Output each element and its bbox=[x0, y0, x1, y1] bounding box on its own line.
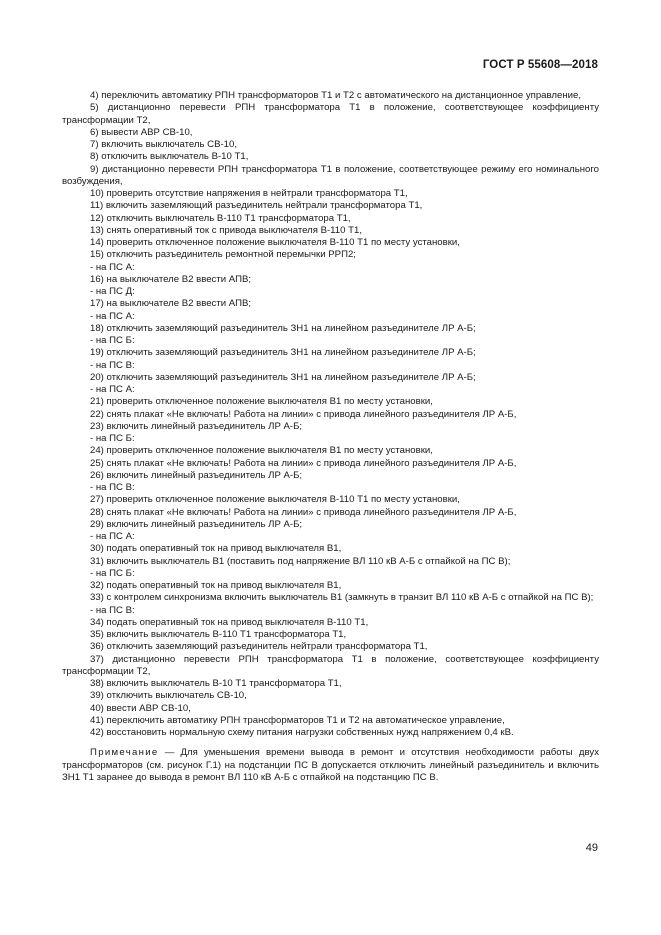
procedure-step: 26) включить линейный разъединитель ЛР А-Б; bbox=[90, 469, 303, 481]
procedure-step: 9) дистанционно перевести РПН трансформатора Т1 в положение, соответствующее режиму его номинального возбуждения, bbox=[62, 163, 599, 187]
procedure-step: 16) на выключателе В2 ввести АПВ; bbox=[90, 273, 252, 285]
procedure-step: - на ПС В: bbox=[90, 482, 135, 493]
procedure-step: 24) проверить отключенное положение выключателя В1 по месту установки, bbox=[90, 445, 433, 457]
procedure-step: 5) дистанционно перевести РПН трансформатора Т1 в положение, соответствующее коэффициенту трансформации Т2, bbox=[62, 102, 599, 126]
procedure-step: - на ПС А: bbox=[90, 310, 135, 322]
procedure-step: 37) дистанционно перевести РПН трансформатора Т1 в положение, соответствующее коэффициенту трансформации Т2, bbox=[62, 653, 599, 677]
procedure-step: 40) ввести АВР СВ-10, bbox=[90, 702, 191, 714]
procedure-step: 35) включить выключатель В-110 Т1 трансформатора Т1, bbox=[90, 629, 347, 640]
document-body bbox=[62, 90, 599, 784]
procedure-step: 27) проверить отключенное положение выключателя В-110 Т1 по месту установки, bbox=[90, 494, 460, 506]
procedure-step: - на ПС Б: bbox=[90, 567, 135, 579]
procedure-step: 20) отключить заземляющий разъединитель ЗН1 на линейном разъединителе ЛР А-Б; bbox=[90, 371, 476, 383]
procedure-step: 39) отключить выключатель СВ-10, bbox=[90, 690, 247, 702]
procedure-step: 21) проверить отключенное положение выключателя В1 по месту установки, bbox=[90, 396, 433, 408]
procedure-step: 10) проверить отсутствие напряжения в нейтрали трансформатора Т1, bbox=[90, 188, 408, 199]
note-text: — Для уменьшения времени вывода в ремонт и отсутствия необходимости работы двух трансформаторов (см. рисунок Г.1) на подстанции ПС В допускается отключить линейный разъединитель и включить ЗН1 Т1 заранее до вывода в ремонт ВЛ 110 кВ А-Б с отпайкой на подстанцию ПС В. bbox=[62, 747, 599, 783]
procedure-step: - на ПС В: bbox=[90, 359, 135, 371]
procedure-step: 38) включить выключатель В-10 Т1 трансформатора Т1, bbox=[90, 678, 342, 689]
note-label: Примечание bbox=[90, 747, 159, 759]
procedure-step: 31) включить выключатель В1 (поставить под напряжение ВЛ 110 кВ А-Б с отпайкой на ПС В); bbox=[90, 555, 511, 567]
procedure-step: 13) снять оперативный ток с привода выключателя В-110 Т1, bbox=[90, 224, 363, 236]
procedure-step: 23) включить линейный разъединитель ЛР А-Б; bbox=[90, 420, 303, 432]
procedure-list bbox=[62, 90, 599, 739]
procedure-step: 41) переключить автоматику РПН трансформаторов Т1 и Т2 на автоматическое управление, bbox=[90, 714, 505, 726]
procedure-step: 11) включить заземляющий разъединитель нейтрали трансформатора Т1, bbox=[90, 200, 423, 212]
procedure-step: 18) отключить заземляющий разъединитель ЗН1 на линейном разъединителе ЛР А-Б; bbox=[90, 322, 476, 334]
document-header: ГОСТ Р 55608—2018 bbox=[482, 59, 598, 71]
procedure-step: 12) отключить выключатель В-110 Т1 трансформатора Т1, bbox=[90, 212, 351, 224]
procedure-step: 34) подать оперативный ток на привод выключателя В-110 Т1, bbox=[90, 616, 369, 628]
procedure-step: - на ПС В: bbox=[90, 604, 135, 616]
procedure-step: 4) переключить автоматику РПН трансформаторов Т1 и Т2 с автоматического на дистанционное управление, bbox=[90, 90, 581, 101]
procedure-step: 14) проверить отключенное положение выключателя В-110 Т1 по месту установки, bbox=[90, 237, 460, 248]
procedure-step: 7) включить выключатель СВ-10, bbox=[90, 139, 238, 150]
procedure-step: 8) отключить выключатель В-10 Т1, bbox=[90, 151, 249, 163]
procedure-step: - на ПС Д: bbox=[90, 286, 135, 297]
procedure-step: 25) снять плакат «Не включать! Работа на линии» с привода линейного разъединителя ЛР А-Б, bbox=[90, 457, 517, 469]
procedure-step: 36) отключить заземляющий разъединитель нейтрали трансформатора Т1, bbox=[90, 641, 428, 653]
procedure-step: 6) вывести АВР СВ-10, bbox=[90, 126, 193, 138]
procedure-step: 19) отключить заземляющий разъединитель ЗН1 на линейном разъединителе ЛР А-Б; bbox=[90, 347, 476, 359]
procedure-step: - на ПС А: bbox=[90, 531, 135, 542]
page-number: 49 bbox=[585, 842, 598, 854]
procedure-step: - на ПС Б: bbox=[90, 335, 135, 346]
procedure-step: 32) подать оперативный ток на привод выключателя В1, bbox=[90, 580, 342, 591]
procedure-step: 22) снять плакат «Не включать! Работа на линии» с привода линейного разъединителя ЛР А-Б, bbox=[90, 408, 517, 420]
procedure-step: 17) на выключателе В2 ввести АПВ; bbox=[90, 298, 252, 310]
procedure-step: 15) отключить разъединитель ремонтной перемычки РРП2; bbox=[90, 249, 356, 261]
procedure-step: - на ПС А: bbox=[90, 384, 135, 395]
procedure-step: 29) включить линейный разъединитель ЛР А-Б; bbox=[90, 518, 303, 530]
procedure-step: 42) восстановить нормальную схему питания нагрузки собственных нужд напряжением 0,4 кВ. bbox=[90, 727, 514, 738]
procedure-step: 28) снять плакат «Не включать! Работа на линии» с привода линейного разъединителя ЛР А-Б, bbox=[90, 506, 517, 518]
procedure-step: 33) с контролем синхронизма включить выключатель В1 (замкнуть в транзит ВЛ 110 кВ А-Б с отпайкой на ПС В); bbox=[90, 592, 594, 604]
note-paragraph bbox=[62, 747, 599, 784]
procedure-step: - на ПС А: bbox=[90, 261, 135, 273]
procedure-step: 30) подать оперативный ток на привод выключателя В1, bbox=[90, 543, 342, 555]
procedure-step: - на ПС Б: bbox=[90, 433, 135, 444]
